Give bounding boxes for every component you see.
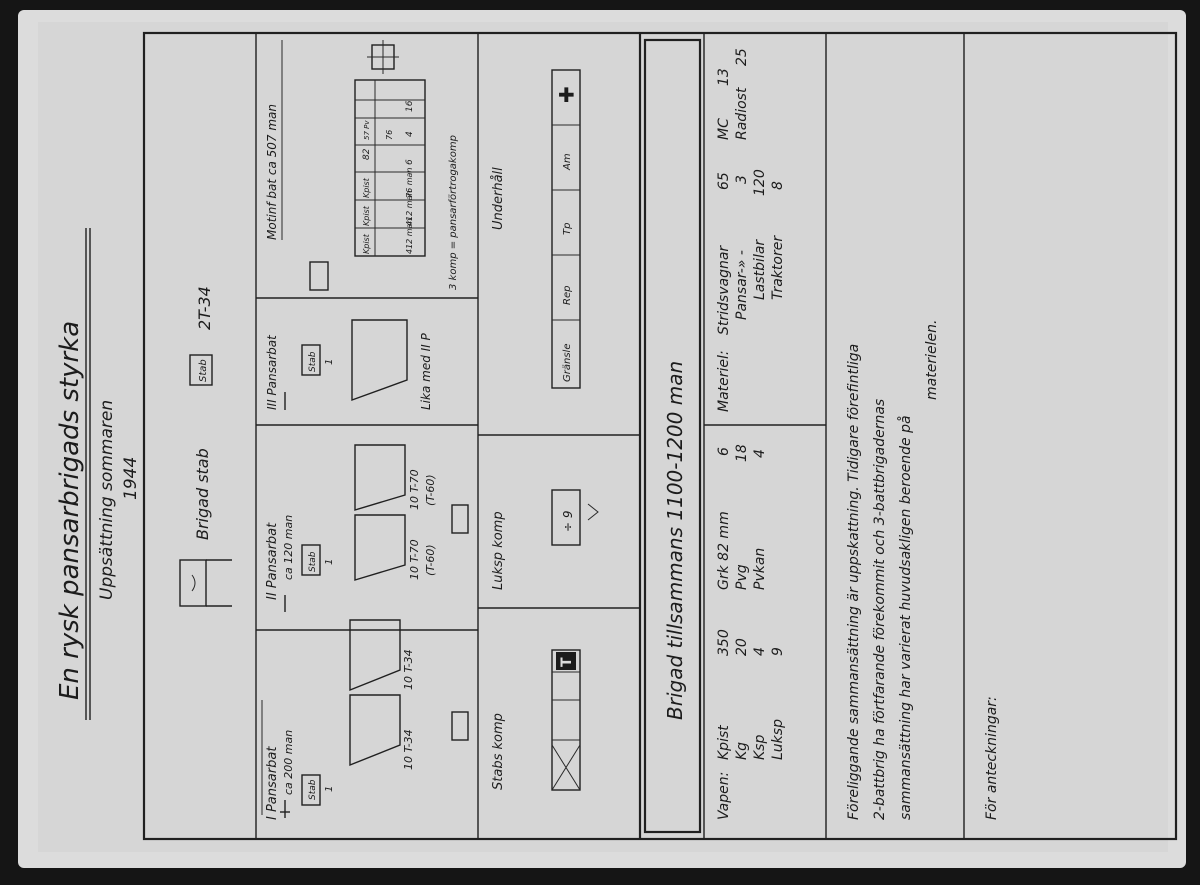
weapons-section	[716, 444, 786, 820]
battalion-1	[262, 620, 468, 820]
weapons-name-1: Kg	[734, 741, 750, 760]
b1-vehicle-icon	[452, 712, 468, 740]
notes-section	[846, 320, 1000, 820]
luksp-company	[491, 490, 598, 590]
battalion-2	[265, 445, 468, 612]
motor-note: 3 komp = pansarförtrogakomp	[448, 135, 459, 290]
brigade-staff-label: Brigad stab	[193, 448, 212, 540]
luksp-label: Luksp komp	[491, 511, 506, 590]
b3-stab-label: Stab	[308, 351, 318, 372]
weapons-label: Vapen:	[716, 771, 732, 820]
b1-stab-num: 1	[324, 785, 335, 792]
materiel-name-2: Lastbilar	[752, 239, 768, 300]
battalion-3	[265, 320, 433, 410]
materiel-name-0: Stridsvagnar	[716, 245, 732, 335]
b2-vehicle-icon	[452, 505, 468, 533]
materiel-name-1: Pansar-» -	[734, 250, 750, 320]
motor-col-3: 82	[362, 148, 372, 160]
motor-val-0: 412 man	[405, 218, 414, 254]
materiel-name-3: Traktorer	[770, 235, 786, 300]
motor-title: Motinf bat ca 507 man	[265, 103, 279, 240]
b2-stab-num: 1	[324, 558, 335, 565]
notes-line-3: sammansättning har varierat huvudsakligen beroende på	[898, 415, 914, 820]
motor-col-0: Kpist	[362, 234, 371, 254]
b2-tank-b2: (T-60)	[424, 474, 437, 506]
weapons-val-0: 350	[716, 629, 732, 656]
title-group	[55, 228, 141, 720]
weapons-name-3: Luksp	[770, 719, 786, 760]
b1-title: I Pansarbat	[265, 746, 280, 820]
materiel-section	[716, 48, 786, 412]
b1-tank-b: 10 T-34	[402, 649, 415, 690]
materiel2-val-1: 25	[734, 48, 750, 66]
motor-val-1: 412 man	[405, 190, 414, 226]
materiel-val-3: 8	[770, 181, 786, 190]
weapons2-val-2: 4	[752, 449, 768, 458]
underhall-cell-2: Tp	[562, 222, 573, 235]
weapons2-val-0: 6	[716, 447, 732, 456]
weapons2-name-0: Grk 82 mm	[716, 511, 732, 590]
b2-tank-b: 10 T-70	[408, 469, 421, 510]
b3-stab-num: 1	[324, 358, 335, 365]
cross-icon: ✚	[558, 83, 575, 107]
brigade-staff-group	[180, 286, 232, 606]
svg-text:T: T	[559, 657, 575, 667]
b3-title: III Pansarbat	[265, 335, 279, 410]
weapons-name-2: Ksp	[752, 734, 768, 760]
tank-count-label: 2T-34	[195, 286, 214, 330]
b2-stab-label: Stab	[308, 551, 318, 572]
stabs-company	[491, 650, 580, 790]
outer-frame	[144, 33, 1176, 839]
underhall-cell-1: Rep	[562, 285, 573, 305]
motor-extra-4: 76	[385, 129, 394, 140]
motor-val-4: 4	[405, 131, 415, 137]
underhall-cell-0: Gränsle	[562, 343, 573, 382]
underhall-company	[491, 70, 580, 388]
materiel2-name-0: MC	[716, 118, 732, 140]
title-text: En rysk pansarbrigads styrka	[55, 320, 85, 700]
stabs-label: Stabs komp	[491, 713, 506, 790]
b2-tank-b-icon	[355, 445, 405, 510]
b2-tank-a-icon	[355, 515, 405, 580]
motor-col-2: Kpist	[362, 178, 371, 198]
motor-col-1: Kpist	[362, 206, 371, 226]
luksp-box-label: ÷ 9	[561, 510, 575, 532]
notes-line-2: 2-battbrig ha förtfarande förekommit och 3-battbrigadernas	[872, 398, 888, 820]
weapons2-name-1: Pvg	[734, 564, 750, 590]
materiel2-name-1: Radiost	[734, 87, 750, 140]
motor-val-2: 76 man	[405, 167, 414, 198]
b2-tank-a: 10 T-70	[408, 539, 421, 580]
b1-strength: ca 200 man	[282, 729, 295, 795]
b1-stab-label: Stab	[308, 779, 318, 800]
notes-line-1: Föreliggande sammansättning är uppskattning. Tidigare förefintliga	[846, 343, 862, 820]
b1-tank-a-icon	[350, 695, 400, 765]
underhall-cell-3: Am	[562, 153, 573, 170]
brigade-flag-icon	[180, 560, 206, 606]
b3-note: Lika med II P	[419, 333, 433, 410]
weapons-val-3: 9	[770, 647, 786, 656]
motor-vehicle-icon	[310, 262, 328, 290]
motor-val-5: 16	[405, 100, 415, 112]
b2-title: II Pansarbat	[265, 522, 280, 600]
year-text: 1944	[121, 456, 141, 500]
materiel2-val-0: 13	[716, 68, 732, 86]
notes-footer: För anteckningar:	[984, 696, 1000, 820]
materiel-label: Materiel:	[716, 350, 732, 412]
underhall-label: Underhåll	[491, 167, 506, 230]
notes-line-4: materielen.	[924, 319, 940, 400]
weapons-val-2: 4	[752, 647, 768, 656]
stab-box-label: Stab	[198, 359, 209, 382]
b2-strength: ca 120 man	[282, 514, 295, 580]
motor-val-3: 6	[405, 159, 415, 165]
motor-col-4: 57 Pv	[363, 120, 371, 140]
b2-tank-a2: (T-60)	[424, 544, 437, 576]
materiel-val-2: 120	[752, 169, 768, 196]
materiel-val-1: 3	[734, 175, 750, 184]
subtitle-text: Uppsättning sommaren	[97, 399, 117, 600]
motor-battalion	[265, 40, 459, 290]
materiel-val-0: 65	[716, 172, 732, 190]
weapons-val-1: 20	[734, 638, 750, 656]
weapons-name-0: Kpist	[716, 725, 732, 760]
b1-tank-a: 10 T-34	[402, 729, 415, 770]
summary-title: Brigad tillsammans 1100-1200 man	[663, 360, 687, 720]
b3-tank-icon	[352, 320, 407, 400]
weapons2-val-1: 18	[734, 444, 750, 462]
stabs-box	[552, 650, 580, 790]
weapons2-name-2: Pvkan	[752, 547, 768, 590]
